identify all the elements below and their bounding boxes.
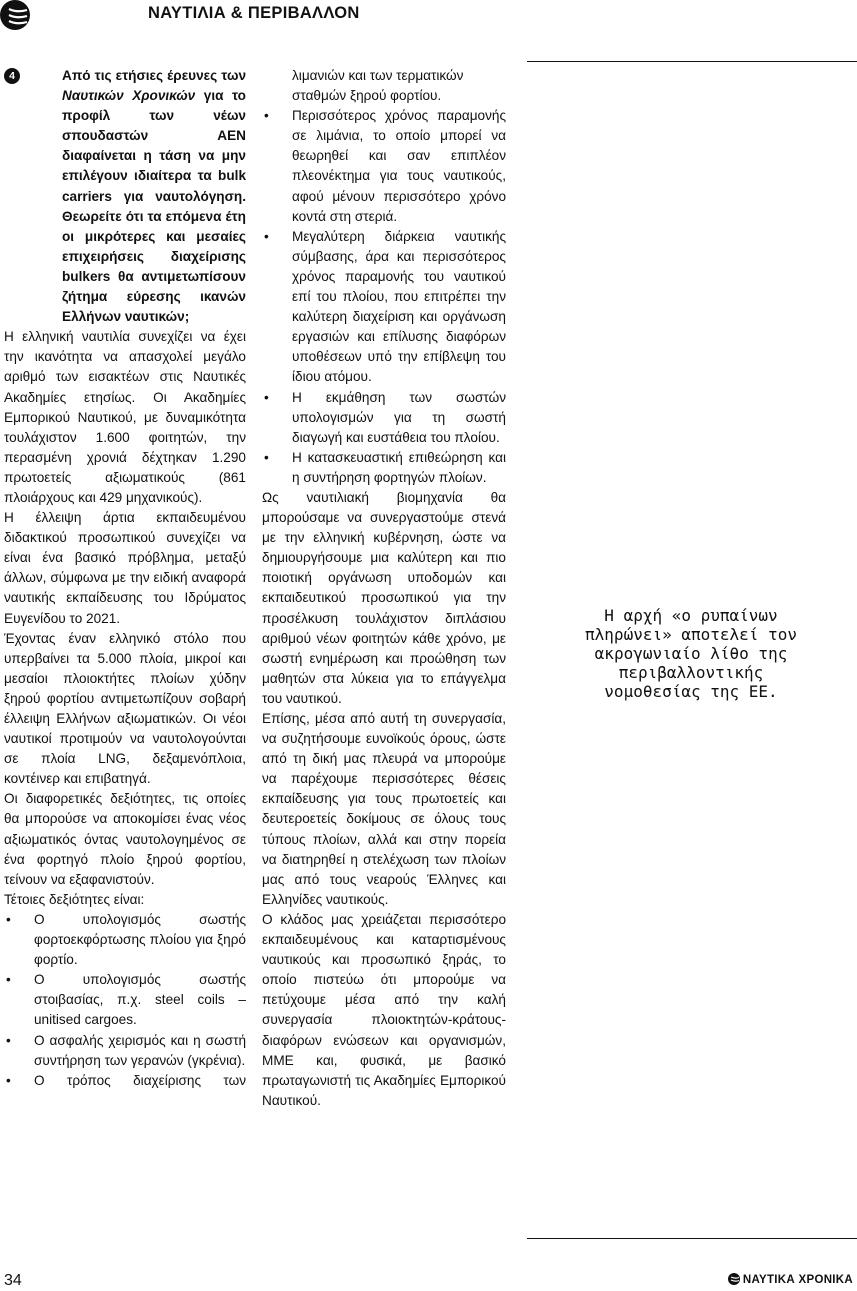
bullet-icon: • [6, 911, 11, 927]
bullet-icon: • [264, 389, 269, 405]
interview-question [62, 66, 246, 327]
list-item: • Ο ασφαλής χειρισμός και η σωστή συντήρηση των γερανών (γκρένια). [6, 1032, 246, 1068]
ship-wave-icon [728, 1273, 740, 1285]
footer-brand-name: ΝΑΥΤΙΚΑ ΧΡΟΝΙΚΑ [742, 1274, 853, 1286]
bullet-icon: • [264, 228, 269, 244]
footer-brand [728, 1273, 853, 1286]
article-column-1 [4, 66, 246, 1091]
skills-list-continued [262, 106, 506, 488]
top-divider [527, 61, 857, 62]
list-item: • Μεγαλύτερη διάρκεια ναυτικής σύμβασης, άρα και περισσότερος χρόνος παραμονής του ναυτικού επί του πλοίου, που επιτρέπει την καλύτερη διαχείριση και οργάνωση εργασιών και επίλυσης διαφόρων υποθέσεων υπό την επίβλεψη του ίδιου ατόμου. [264, 228, 506, 385]
skills-list [4, 910, 246, 1091]
list-item: • Περισσότερος χρόνος παραμονής σε λιμάνια, το οποίο μπορεί να θεωρηθεί και σαν επιπλέον πλεονέκτημα για τους ναυτικούς, αφού μένουν περισσότερο χρόνο κοντά στη στεριά. [264, 108, 506, 224]
bullet-icon: • [6, 972, 11, 988]
article-column-2 [262, 66, 506, 1111]
answer-paragraph: Επίσης, μέσα από αυτή τη συνεργασία, να συζητήσουμε ευνοϊκούς όρους, ώστε από τη δική μας πλευρά να μπορούμε να παρέχουμε περισσότερες θέσεις εκπαίδευσης για τους πρωτοετείς και δευτεροετείς δοκίμους σε όλους τους τύπους πλοίων, αλλά και στην πορεία να διατηρηθεί η στελέχωση των πλοίων μας από τους νεαρούς Έλληνες και Ελληνίδες ναυτικούς. [262, 711, 506, 907]
bullet-icon: • [264, 108, 269, 124]
bottom-divider [527, 1238, 857, 1239]
ship-wave-icon [0, 0, 30, 30]
question-text-after: για το προφίλ των νέων σπουδαστών ΑΕΝ διαφαίνεται η τάση να μην επιλέγουν ιδιαίτερα τα bulk carriers για ναυτολόγηση. Θεωρείτε ότι τα επόμενα έτη οι μικρότερες και μεσαίες επιχειρήσεις διαχείρισης bulkers θα αντιμετωπίσουν ζήτημα εύρεσης ικανών Ελλήνων ναυτικών; [62, 88, 246, 325]
list-item: • Η κατασκευαστική επιθεώρηση και η συντήρηση φορτηγών πλοίων. [264, 449, 506, 485]
bullet-icon: • [6, 1072, 11, 1088]
answer-paragraph: Η ελληνική ναυτιλία συνεχίζει να έχει την ικανότητα να απασχολεί μεγάλο αριθμό των εισακτέων στις Ναυτικές Ακαδημίες ετησίως. Οι Ακαδημίες Εμπορικού Ναυτικού, με δυναμικότητα τουλάχιστον 1.600 φοιτητών, την περασμένη χρονιά δέχτηκαν 1.290 πρωτοετείς αξιωματικούς (861 πλοιάρχους και 429 μηχανικούς). [4, 329, 246, 505]
bullet-icon: • [264, 449, 269, 465]
list-item-continuation: λιμανιών και των τερματικών σταθμών ξηρού φορτίου. [292, 68, 464, 104]
answer-paragraph: Ως ναυτιλιακή βιομηχανία θα μπορούσαμε να συνεργαστούμε στενά με την ελληνική κυβέρνηση, ώστε να δημιουργήσουμε μια καλύτερη και πιο ποιοτική οργάνωση υποδομών και εκπαιδευτικού προσωπικού για την προσέλκυση τουλάχιστον διπλάσιου αριθμού νέων φοιτητών κάθε χρόνο, με σωστή ενημέρωση και προώθηση των μαθητών στα λύκεια για το επάγγελμα του ναυτικού. [262, 489, 506, 706]
answer-paragraph: Τέτοιες δεξιότητες είναι: [4, 891, 145, 907]
list-item: • Ο τρόπος διαχείρισης των [4, 1071, 246, 1091]
publication-name: Ναυτικών Χρονικών [62, 88, 196, 104]
answer-paragraph: Έχοντας έναν ελληνικό στόλο που υπερβαίνει τα 5.000 πλοία, μικροί και μεσαίοι πλοιοκτήτες πλοίων χύδην ξηρού φορτίου αντιμετωπίζουν σοβαρή έλλειψη Ελλήνων αξιωματικών. Οι νέοι ναυτικοί προτιμούν να ναυτολογούνται σε πλοία LNG, δεξαμενόπλοια, κοντέινερ και επιβατηγά. [4, 630, 246, 787]
section-title: ΝΑΥΤΙΛΙΑ & ΠΕΡΙΒΑΛΛΟΝ [148, 4, 360, 22]
question-number-badge: 4 [4, 68, 20, 84]
page-number: 34 [4, 1272, 22, 1289]
question-text-before: Από τις ετήσιες έρευνες των [62, 68, 246, 83]
answer-paragraph: Η έλλειψη άρτια εκπαιδευμένου διδακτικού προσωπικού συνεχίζει να είναι ένα βασικό πρόβλημα, μεταξύ άλλων, σύμφωνα με την ειδική αναφορά ναυτικής εκπαίδευσης του Ιδρύματος Ευγενίδου το 2021. [4, 510, 246, 626]
list-item: • Ο υπολογισμός σωστής φορτοεκφόρτωσης πλοίου για ξηρό φορτίο. [6, 911, 246, 968]
pull-quote: Η αρχή «ο ρυπαίνων πληρώνει» αποτελεί τον ακρογωνιαίο λίθο της περιβαλλοντικής νομοθεσίας της ΕΕ. [585, 606, 797, 701]
answer-paragraph: Οι διαφορετικές δεξιότητες, τις οποίες θα μπορούσε να αποκομίσει ένας νέος αξιωματικός όντας ναυτολογημένος σε ένα φορτηγό πλοίο ξηρού φορτίου, τείνουν να εξαφανιστούν. [4, 791, 246, 887]
answer-paragraph: Ο κλάδος μας χρειάζεται περισσότερο εκπαιδευμένους και καταρτισμένους ναυτικούς και προσωπικό ξηράς, το οποίο πιστεύω ότι μπορούμε να πετύχουμε μέσα από την καλή συνεργασία πλοιοκτητών-κράτους-διαφόρων ενώσεων και οργανισμών, ΜΜΕ και, φυσικά, με βασικό πρωταγωνιστή τις Ακαδημίες Εμπορικού Ναυτικού. [262, 911, 506, 1108]
list-item: • Η εκμάθηση των σωστών υπολογισμών για τη σωστή διαγωγή και ευστάθεια του πλοίου. [264, 389, 506, 445]
list-item: • Ο υπολογισμός σωστής στοιβασίας, π.χ. steel coils – unitised cargoes. [6, 972, 246, 1028]
bullet-icon: • [6, 1032, 11, 1048]
